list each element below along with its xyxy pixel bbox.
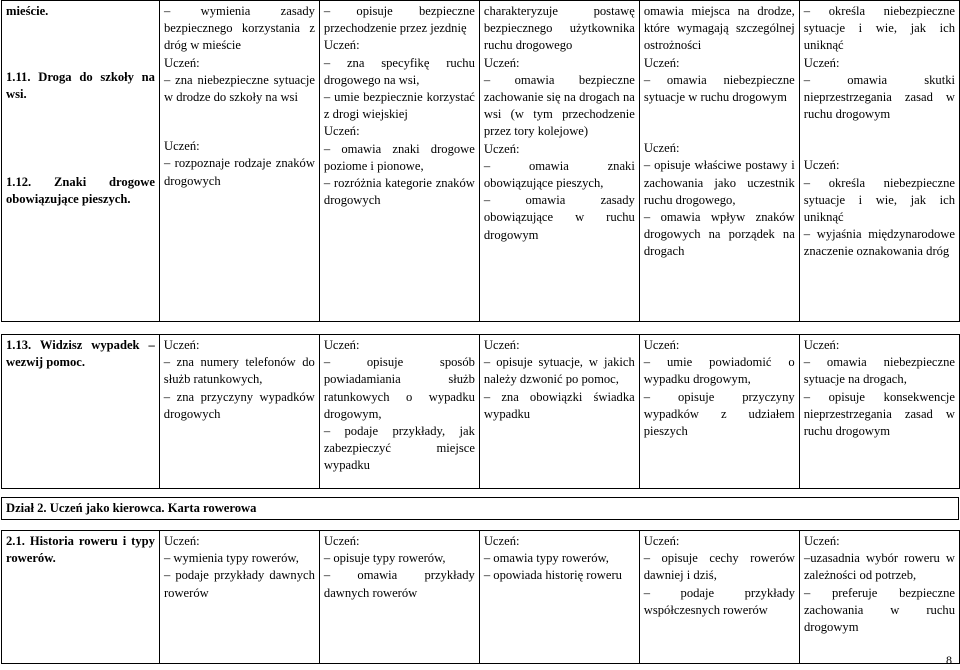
- requirement-text: – określa niebezpieczne sytuacje i wie, jak ich uniknąć: [803, 4, 955, 53]
- requirement-text: – zna numery telefonów do służb ratunkowych,: [163, 355, 315, 387]
- student-label: Uczeń:: [643, 141, 680, 156]
- requirement-text: – podaje przykłady, jak zabezpieczyć miejsce wypadku: [323, 424, 475, 473]
- requirement-text: – zna niebezpieczne sytuacje w drodze do szkoły na wsi: [163, 72, 315, 105]
- requirements-cell-level-3: [479, 1, 639, 322]
- topic-text: 1.11. Droga do szkoły na wsi.: [6, 70, 155, 102]
- requirement-text: – zna obowiązki świadka wypadku: [483, 389, 635, 421]
- requirement-text: – rozpoznaje rodzaje znaków drogowych: [163, 156, 315, 188]
- student-label: Uczeń:: [643, 55, 680, 70]
- requirement-text: – zna specyfikę ruchu drogowego na wsi,: [323, 55, 475, 87]
- student-label: Uczeń:: [323, 534, 360, 548]
- curriculum-table-section-2: [1, 334, 960, 489]
- requirement-text: – opisuje cechy rowerów dawniej i dziś,: [643, 551, 795, 583]
- student-label: Uczeń:: [163, 55, 200, 70]
- student-label: Uczeń:: [803, 158, 840, 173]
- requirements-cell-level-3: [479, 335, 639, 489]
- requirements-cell-level-4: [639, 531, 799, 664]
- topic-cell: [2, 1, 160, 322]
- requirement-text: – opisuje sposób powiadamiania służb ratunkowych o wypadku drogowym,: [323, 355, 475, 421]
- requirement-text: – omawia przykłady dawnych rowerów: [323, 568, 475, 600]
- requirement-text: – opisuje bezpieczne przechodzenie przez jezdnię: [323, 4, 475, 36]
- requirement-text: – opisuje typy rowerów,: [323, 551, 446, 566]
- requirement-text: – omawia wpływ znaków drogowych na porządek na drogach: [643, 210, 795, 259]
- requirement-text: – zna przyczyny wypadków drogowych: [163, 389, 315, 421]
- requirement-text: – preferuje bezpieczne zachowania w ruchu drogowym: [803, 585, 955, 635]
- table-row: [2, 1, 960, 322]
- requirement-text: – opisuje konsekwencje nieprzestrzegania zasad w ruchu drogowym: [803, 389, 955, 439]
- table-row: [2, 335, 960, 489]
- requirements-cell-level-4: [639, 335, 799, 489]
- spacer: [6, 104, 155, 174]
- requirement-text: –uzasadnia wybór roweru w zależności od potrzeb,: [803, 551, 955, 583]
- curriculum-table-section-1: [1, 0, 960, 322]
- requirement-text: – omawia znaki obowiązujące pieszych,: [483, 158, 635, 191]
- student-label: Uczeń:: [803, 55, 840, 70]
- student-label: Uczeń:: [163, 338, 200, 352]
- spacer: [804, 123, 955, 157]
- requirement-text: – podaje przykłady dawnych rowerów: [163, 568, 315, 600]
- requirements-cell-level-2: [319, 531, 479, 664]
- section-title: Dział 2. Uczeń jako kierowca. Karta rowerowa: [1, 497, 959, 520]
- requirement-text: – omawia bezpieczne zachowanie się na drogach na wsi (w tym przechodzenie przez tory kolejowe): [483, 72, 635, 139]
- spacer: [644, 106, 795, 140]
- spacer: [164, 106, 315, 138]
- requirement-text: – wyjaśnia międzynarodowe znaczenie oznakowania dróg: [803, 227, 955, 259]
- student-label: Uczeń:: [323, 124, 360, 139]
- requirement-text: – umie powiadomić o wypadku drogowym,: [643, 355, 795, 387]
- requirement-text: charakteryzuje postawę bezpiecznego użytkownika ruchu drogowego: [483, 4, 635, 53]
- requirement-text: – opisuje przyczyny wypadków z udziałem pieszych: [643, 389, 795, 439]
- requirement-text: – omawia zasady obowiązujące w ruchu drogowym: [483, 193, 635, 242]
- requirement-text: – opisuje właściwe postawy i zachowania jako uczestnik ruchu drogowego,: [643, 158, 795, 207]
- student-label: Uczeń:: [483, 141, 520, 156]
- requirement-text: – wymienia zasady bezpiecznego korzystania z dróg w mieście: [163, 4, 315, 53]
- requirement-text: – podaje przykłady współczesnych rowerów: [643, 585, 795, 617]
- requirement-text: – omawia niebezpieczne sytuacje w ruchu drogowym: [643, 72, 795, 105]
- student-label: Uczeń:: [163, 534, 200, 548]
- requirements-cell-level-1: [159, 1, 319, 322]
- student-label: Uczeń:: [163, 139, 200, 154]
- requirements-cell-level-4: [639, 1, 799, 322]
- requirements-cell-level-1: [159, 335, 319, 489]
- requirements-cell-level-3: [479, 531, 639, 664]
- page-number: 8: [946, 653, 952, 667]
- requirement-text: – określa niebezpieczne sytuacje i wie, jak ich uniknąć: [803, 175, 955, 225]
- requirement-text: – omawia znaki drogowe poziome i pionowe,: [323, 141, 475, 173]
- requirement-text: – rozróżnia kategorie znaków drogowych: [323, 176, 475, 208]
- student-label: Uczeń:: [323, 338, 360, 352]
- spacer: [6, 20, 155, 69]
- requirement-text: omawia miejsca na drodze, które wymagają szczególnej ostrożności: [643, 4, 795, 53]
- requirement-text: – omawia typy rowerów,: [483, 551, 609, 566]
- requirement-text: – omawia niebezpieczne sytuacje na drogach,: [803, 355, 955, 387]
- student-label: Uczeń:: [643, 338, 680, 352]
- requirement-text: – opowiada historię roweru: [483, 568, 622, 583]
- table-row: [2, 531, 960, 664]
- student-label: Uczeń:: [803, 534, 840, 548]
- topic-cell: 1.13. Widzisz wypadek – wezwij pomoc.: [2, 335, 160, 489]
- requirement-text: – omawia skutki nieprzestrzegania zasad w ruchu drogowym: [803, 72, 955, 122]
- requirements-cell-level-5: [799, 531, 959, 664]
- requirement-text: – umie bezpiecznie korzystać z drogi wiejskiej: [323, 90, 475, 122]
- requirements-cell-level-2: [319, 335, 479, 489]
- student-label: Uczeń:: [323, 38, 360, 53]
- requirement-text: – wymienia typy rowerów,: [163, 551, 299, 566]
- requirements-cell-level-5: [799, 1, 959, 322]
- topic-cell: 2.1. Historia roweru i typy rowerów.: [2, 531, 160, 664]
- requirement-text: – opisuje sytuacje, w jakich należy dzwonić po pomoc,: [483, 355, 635, 387]
- requirements-cell-level-2: [319, 1, 479, 322]
- curriculum-table-section-3: [1, 530, 960, 664]
- student-label: Uczeń:: [483, 55, 520, 70]
- requirements-cell-level-5: [799, 335, 959, 489]
- student-label: Uczeń:: [483, 338, 520, 352]
- requirements-cell-level-1: [159, 531, 319, 664]
- student-label: Uczeń:: [483, 534, 520, 548]
- topic-text: 1.12. Znaki drogowe obowiązujące pieszych.: [6, 174, 155, 206]
- topic-text: mieście.: [6, 4, 49, 18]
- student-label: Uczeń:: [643, 534, 680, 548]
- student-label: Uczeń:: [803, 338, 840, 352]
